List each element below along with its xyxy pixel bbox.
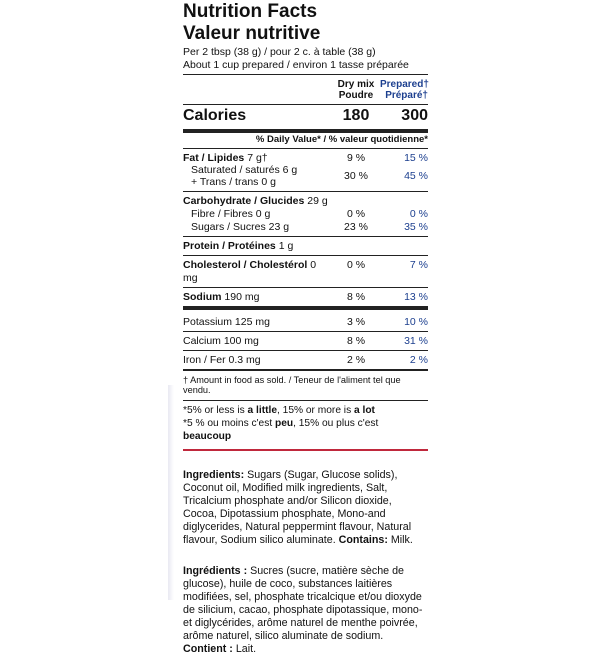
carb-row	[183, 195, 428, 207]
sugars-label: Sugars / Sucres 23 g	[191, 221, 290, 234]
ingredients-en	[183, 469, 428, 547]
sat-trans-labels	[183, 164, 332, 188]
col-dry-en: Dry mix	[337, 79, 375, 91]
title-en: Nutrition Facts	[183, 1, 318, 22]
carb-amount: 29 g	[307, 195, 328, 208]
calcium-prepared: 31 %	[404, 334, 428, 347]
red-divider	[183, 449, 428, 451]
calories-label: Calories	[183, 107, 247, 125]
cholesterol-dry: 0 %	[346, 259, 366, 272]
fat-label: Fat / Lipides	[183, 152, 245, 165]
fat-label-wrap	[183, 152, 332, 164]
col-dry-fr: Poudre	[338, 90, 374, 102]
carb-label: Carbohydrate / Glucides	[183, 195, 305, 208]
col-prepared	[380, 79, 428, 101]
fat-section	[183, 149, 428, 191]
sodium-row	[183, 288, 428, 306]
calcium-row	[183, 332, 428, 350]
contains-en-label: Contains:	[338, 534, 388, 547]
sat-dry: 30 %	[344, 170, 368, 183]
ingredients-en-heading: Ingredients:	[183, 469, 245, 482]
ingredients-fr	[183, 565, 428, 656]
ingredients-en-text: Sugars (Sugar, Glucose solids), Coconut oil, Modified milk ingredients, Salt, Tricalcium phosphate and/or Silicon dioxide, Cocoa, Dipotassium phosphate, Mono-and diglycerides, Natural peppermint flavour, Natural flavour, Sodium silico aluminate.	[183, 469, 412, 547]
ingredients-fr-heading: Ingrédients :	[183, 565, 248, 578]
potassium-row	[183, 310, 428, 331]
serving-size: Per 2 tbsp (38 g) / pour 2 c. à table (38 g)	[183, 46, 376, 58]
cholesterol-label: Cholesterol / Cholestérol	[183, 259, 308, 272]
contains-en-allergen: Milk.	[387, 534, 413, 547]
potassium-prepared: 10 %	[404, 315, 428, 328]
carb-label-wrap	[183, 195, 428, 207]
foot-en-mid: , 15% or more is	[277, 405, 354, 417]
sat-prepared: 45 %	[404, 170, 428, 183]
title-fr: Valeur nutritive	[183, 23, 321, 44]
daily-value-header: % Daily Value* / % valeur quotidienne*	[255, 134, 428, 146]
ingredients-fr-text: Sucres (sucre, matière sèche de glucose), huile de coco, substances laitières modifiées, sel, phosphate tricalcique et/ou dioxyde de silicium, cacao, phosphate dipotassique, mono- et diglycérides, arôme naturel de menthe poivrée, arôme naturel, silico aluminate de sodium.	[183, 565, 423, 643]
col-prep-en: Prepared†	[380, 79, 429, 91]
col-dry-mix	[332, 79, 380, 101]
fibre-row	[183, 207, 428, 221]
saturated-trans-row	[183, 164, 428, 188]
calories-prepared: 300	[401, 107, 428, 125]
sugars-row	[183, 221, 428, 233]
calories-dry: 180	[342, 107, 370, 125]
footnote-fr	[183, 417, 428, 443]
sodium-prepared: 13 %	[404, 290, 428, 303]
potassium-label: Potassium 125 mg	[183, 315, 270, 328]
sodium-label: Sodium	[183, 290, 222, 303]
calcium-dry: 8 %	[346, 334, 366, 347]
package-edge-shadow	[168, 385, 174, 600]
chol-label-wrap	[183, 259, 332, 283]
fat-dry: 9 %	[346, 152, 366, 165]
column-headers	[183, 75, 428, 104]
foot-fr-pre: *5 % ou moins c'est	[183, 418, 275, 430]
sodium-amount: 190 mg	[224, 290, 260, 303]
potassium-dry: 3 %	[346, 315, 366, 328]
fat-prepared: 15 %	[404, 152, 428, 165]
iron-prepared: 2 %	[409, 353, 428, 366]
contains-fr-allergen: Lait.	[232, 643, 257, 656]
carb-section	[183, 192, 428, 236]
foot-en-lot: a lot	[354, 405, 375, 417]
footnote-en	[183, 404, 428, 417]
foot-en-little: a little	[247, 405, 277, 417]
serving-prepared: About 1 cup prepared / environ 1 tasse préparée	[183, 59, 409, 72]
protein-amount: 1 g	[278, 240, 294, 253]
sugars-prepared: 35 %	[404, 221, 428, 234]
sugars-dry: 23 %	[344, 221, 368, 234]
calories-row	[183, 105, 428, 129]
fibre-prepared: 0 %	[409, 208, 428, 221]
daily-value-footnote	[183, 401, 428, 446]
col-prep-fr: Préparé†	[385, 90, 428, 102]
iron-dry: 2 %	[346, 353, 366, 366]
foot-fr-peu: peu	[274, 418, 294, 430]
iron-label: Iron / Fer 0.3 mg	[183, 353, 261, 366]
fibre-dry: 0 %	[346, 208, 366, 221]
protein-row	[183, 237, 428, 255]
sodium-dry: 8 %	[346, 290, 366, 303]
saturated-label: Saturated / saturés 6 g	[191, 164, 298, 177]
foot-fr-beaucoup: beaucoup	[183, 431, 232, 443]
iron-row	[183, 351, 428, 369]
as-sold-footnote: † Amount in food as sold. / Teneur de l'aliment tel que vendu.	[183, 374, 401, 396]
foot-fr-mid: , 15% ou plus c'est	[293, 418, 379, 430]
contains-fr-label: Contient :	[183, 643, 233, 656]
fat-row	[183, 152, 428, 164]
cholesterol-amount: 0 mg	[183, 259, 317, 284]
sodium-label-wrap	[183, 291, 332, 303]
nutrition-facts-panel	[183, 0, 428, 656]
fat-amount: 7 g†	[247, 152, 268, 165]
cholesterol-prepared: 7 %	[409, 259, 428, 272]
protein-label-wrap	[183, 240, 428, 252]
cholesterol-row	[183, 256, 428, 286]
protein-label: Protein / Protéines	[183, 240, 276, 253]
foot-en-pre: *5% or less is	[183, 405, 248, 417]
trans-label: + Trans / trans 0 g	[191, 176, 276, 189]
calcium-label: Calcium 100 mg	[183, 334, 259, 347]
fibre-label: Fibre / Fibres 0 g	[191, 208, 271, 221]
